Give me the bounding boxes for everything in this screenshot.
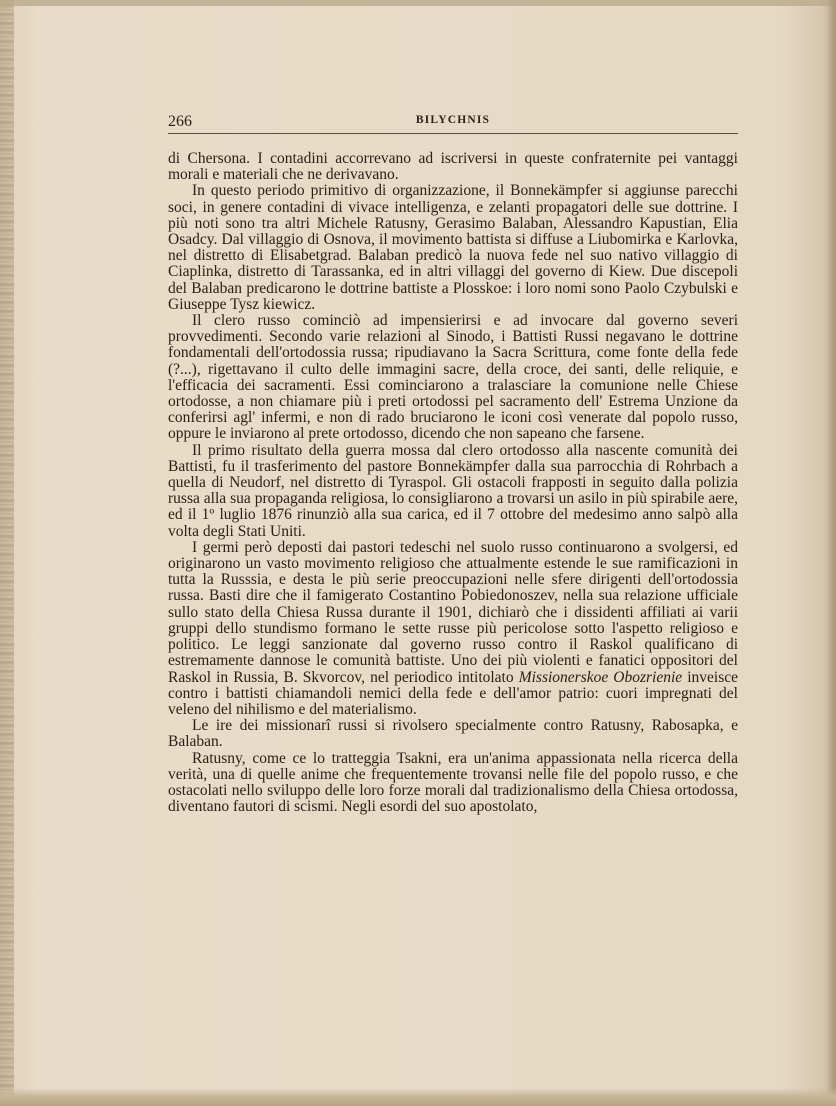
top-edge bbox=[0, 0, 836, 6]
paragraph-6: Le ire dei missionarî russi si rivolsero specialmente contro Ratusny, Rabosapka, e Balaban. bbox=[168, 717, 738, 751]
paragraph-4: Il primo risultato della guerra mossa dal clero ortodosso alla nascente comunità dei Battisti, fu il trasferimento del pastore Bonnekämpfer dalla sua parrocchia di Rohrbach a quella di Neudorf, nel distretto di Tyraspol. Gli ostacoli frapposti in seguito dalla polizia russa alla sua propaganda religiosa, lo consigliarono a trovarsi un asilo in più spirabile aere, ed il 1º luglio 1876 rinunziò alla sua carica, ed il 7 ottobre del medesimo anno salpò alla volta degli Stati Uniti. bbox=[168, 441, 738, 540]
header-rule bbox=[168, 133, 738, 134]
binding-edge bbox=[0, 0, 14, 1106]
bottom-edge bbox=[0, 1088, 836, 1106]
paragraph-2: In questo periodo primitivo di organizzazione, il Bonnekämpfer si aggiunse parecchi soci, in genere contadini di vivace intelligenza, e zelanti propagatori delle sue dottrine. I più noti sono tra altri Michele Ratusny, Gerasimo Balaban, Alessandro Kapustian, Elia Osadcy. Dal villaggio di Osnova, il movimento battista si diffuse a Liubomirka e Karlovka, nel distretto di Elisabetgrad. Balaban predicò la nuova fede nel suo nativo villaggio di Ciaplinka, distretto di Tarassanka, ed in altri villaggi del governo di Kiew. Due discepoli del Balaban predicarono le dottrine battiste a Plosskoe: i loro nomi sono Paolo Czybulski e Giuseppe Tysz kiewicz. bbox=[168, 182, 738, 313]
running-title: BILYCHNIS bbox=[415, 114, 491, 126]
page-header bbox=[168, 113, 738, 135]
periodical-title: Missionerskoe Obozrienie bbox=[518, 668, 683, 686]
paragraph-1: di Chersona. I contadini accorrevano ad iscriversi in queste confraternite pei vantaggi morali e materiali che ne derivavano. bbox=[168, 150, 738, 184]
page-number: 266 bbox=[168, 113, 192, 130]
page-body bbox=[168, 151, 738, 815]
paragraph-5-text-b: inveisce contro i battisti chiamandoli nemici della fede e dell'amor patrio: cuori impregnati del veleno del nihilismo e del materialismo. bbox=[168, 668, 739, 718]
paragraph-5 bbox=[168, 540, 738, 718]
right-edge bbox=[826, 0, 836, 1106]
paragraph-3: Il clero russo cominciò ad impensierirsi e ad invocare dal governo severi provvedimenti. Secondo varie relazioni al Sinodo, i Battisti Russi negavano le dottrine fondamentali dell'ortodossia russa; ripudiavano la Sacra Scrittura, come fonte della fede (?...), rigettavano il culto delle immagini sacre, della croce, dei santi, delle reliquie, e l'efficacia dei sacramenti. Essi cominciarono a tralasciare la comunione nelle Chiese ortodosse, a non chiamare più i preti ortodossi pel sacramento dell' Estrema Unzione da conferirsi agl' infermi, e non di rado bruciarono le iconi così venerate dal popolo russo, oppure le inviarono al prete ortodosso, dicendo che non sapeano che farsene. bbox=[168, 312, 738, 443]
paragraph-7: Ratusny, come ce lo tratteggia Tsakni, era un'anima appassionata nella ricerca della verità, una di quelle anime che frequentemente trovansi nelle file del popolo russo, e che ostacolati nello sviluppo delle loro forze morali dal tradizionalismo della Chiesa ortodossa, diventano fautori di scismi. Negli esordi del suo apostolato, bbox=[168, 749, 738, 816]
paragraph-5-text-a: I germi però deposti dai pastori tedeschi nel suolo russo continuarono a svolgersi, ed originarono un vasto movimento religioso che attualmente estende le sue ramificazioni in tutta la Russsia, e desta le più serie preoccupazioni nelle sfere dirigenti dell'ortodossia russa. Basti dire che il famigerato Costantino Pobiedonoszev, nella sua relazione ufficiale sullo stato della Chiesa Russa durante il 1901, dichiarò che i dissidenti affiliati ai varii gruppi dello stundismo formano le sette russe più pericolose sotto l'aspetto religioso e politico. Le leggi sanzionate dal governo russo contro il Raskol qualificano di estremamente dannose le comunità battiste. Uno dei più violenti e fanatici oppositori del Raskol in Russia, B. Skvorcov, nel periodico intitolato bbox=[168, 538, 738, 686]
